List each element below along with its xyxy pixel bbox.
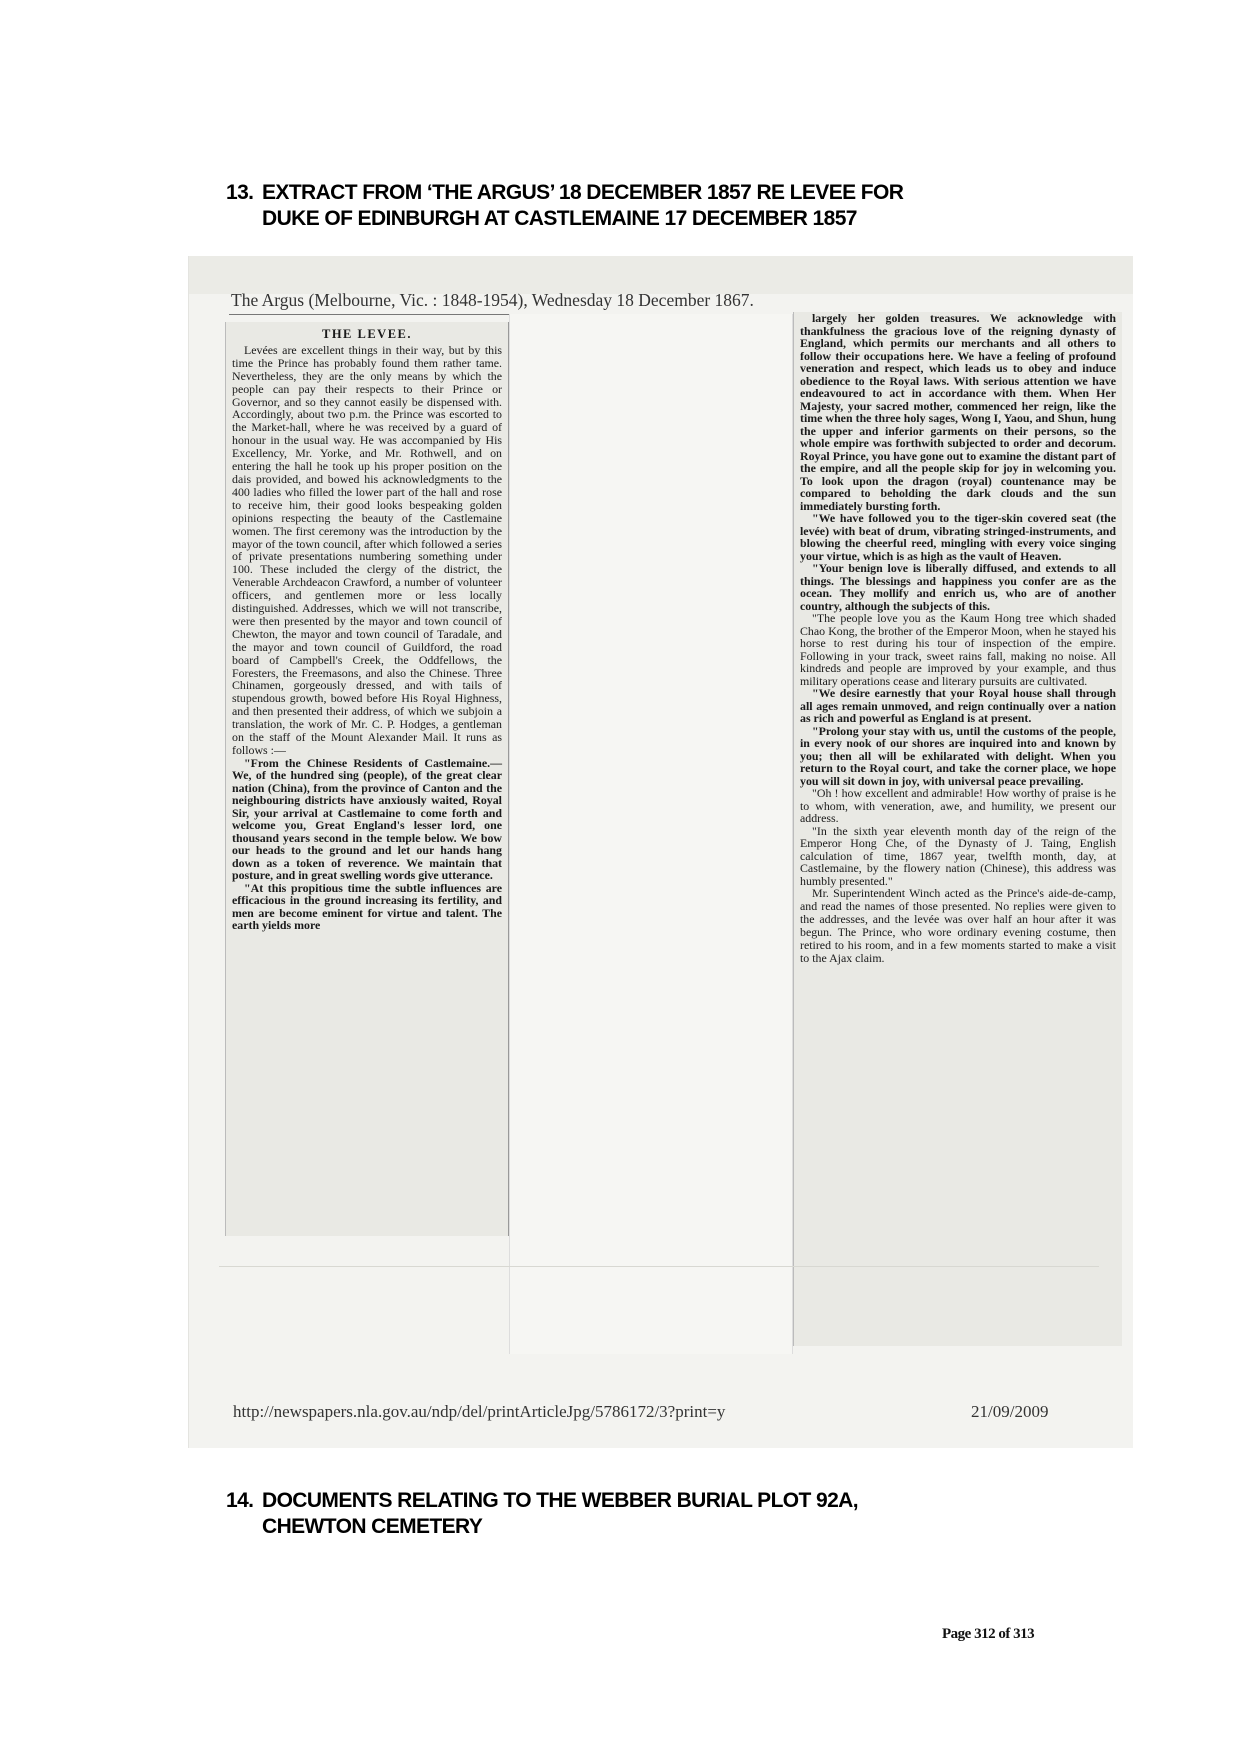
article-paragraph: "Prolong your stay with us, until the customs of the people, in every nook of our shores are inquired into and known by you; then all will be exhilarated with delight. When you return to the Royal court, and take the corner place, we hope you will sit down in joy, with universal peace prevailing. <box>800 723 1116 788</box>
clipping-left-column <box>225 322 509 1236</box>
scan-top-strip <box>189 256 1133 294</box>
section-14-title-line2: CHEWTON CEMETERY <box>262 1515 483 1538</box>
section-13-title-line2: DUKE OF EDINBURGH AT CASTLEMAINE 17 DECEMBER 1857 <box>262 207 857 230</box>
article-paragraph: "We desire earnestly that your Royal house shall through all ages remain unmoved, and reign continually over a nation as rich and powerful as England is at present. <box>800 686 1116 725</box>
article-title: THE LEVEE. <box>321 327 413 341</box>
article-paragraph: "In the sixth year eleventh month day of the reign of the Emperor Hong Che, of the Dynasty of J. Taing, English calculation of time, 1867 year, twelfth month, day, at Castlemaine, by the flowery nation (Chinese), this address was humbly presented." <box>800 823 1116 888</box>
article-paragraph: "We have followed you to the tiger-skin covered seat (the levée) with beat of drum, vibrating stringed-instruments, and blowing the cheerful reed, mingling with every voice singing your virtue, which is as high as the vault of Heaven. <box>800 511 1116 563</box>
article-paragraph: Levées are excellent things in their way, but by this time the Prince has probably found them rather tame. Nevertheless, they are the only means by which the people can pay their respects to their Prince or Governor, and so they cannot easily be dispensed with. Accordingly, about two p.m. the Prince was escorted to the Market-hall, where he was received by a guard of honour in the usual way. He was accompanied by His Excellency, Mr. Yorke, and Mr. Rothwell, and on entering the hall he took up his proper position on the dais provided, and bowed his acknowledgments to the 400 ladies who filled the lower part of the hall and rose to receive him, their good looks bespeaking golden opinions respecting the beauty of the Castlemaine women. The first ceremony was the introduction by the mayor of the town council, after which followed a series of private presentations numbering something under 100. These included the clergy of the district, the Venerable Archdeacon Crawford, a number of volunteer officers, and gentlemen more or less locally distinguished. Addresses, which we will not transcribe, were then presented by the mayor and town council of Chewton, the mayor and town council of Taradale, and the mayor and town council of Guildford, the road board of Campbell's Creek, the Oddfellows, the Foresters, the Freemasons, and also the Chinese. Three Chinamen, gorgeously dressed, and with tails of stupendous growth, bowed before His Royal Highness, and then presented their address, of which we subjoin a translation, the work of Mr. C. P. Hodges, a gentleman on the staff of the Mount Alexander Mail. It runs as follows :— <box>232 342 502 757</box>
clipping-print-date: 21/09/2009 <box>971 1402 1049 1421</box>
article-paragraph: "The people love you as the Kaum Hong tree which shaded Chao Kong, the brother of the Emperor Moon, when he stayed his horse to rest during his tour of inspection of the empire. Following in your track, sweet rains fall, making no noise. All kindreds and people are improved by your example, and thus military operations cease and literary pursuits are cultivated. <box>800 611 1116 688</box>
article-paragraph: Mr. Superintendent Winch acted as the Prince's aide-de-camp, and read the names of those presented. No replies were given to the addresses, and the levée was over half an hour after it was begun. The Prince, who wore ordinary evening costume, then retired to his room, and in a few moments started to make a visit to the Ajax claim. <box>800 886 1116 965</box>
clipping-header: The Argus (Melbourne, Vic. : 1848-1954), Wednesday 18 December 1867. <box>231 290 754 310</box>
article-paragraph: "Your benign love is liberally diffused, and extends to all things. The blessings and happiness you confer are as the ocean. They mollify and enrich us, who are of another country, although the subjects of this. <box>800 561 1116 613</box>
clipping-source-url: http://newspapers.nla.gov.au/ndp/del/printArticleJpg/5786172/3?print=y <box>233 1402 726 1421</box>
article-paragraph: largely her golden treasures. We acknowledge with thankfulness the gracious love of the reigning dynasty of England, which permits our merchants and all others to follow their occupations here. We have a feeling of profound veneration and respect, which leads us to obey and induce obedience to the Royal laws. With serious attention we have endeavoured to act in accordance with them. When Her Majesty, your sacred mother, commenced her reign, like the time when the three holy sages, Wong I, Yaou, and Shun, hung the upper and inferior garments on their persons, so the whole empire was forthwith subjected to order and decorum. Royal Prince, you have gone out to examine the distant part of the empire, and all the people skip for joy in welcoming you. To look upon the dragon (royal) countenance may be compared to beholding the dark clouds and the sun immediately bursting forth. <box>800 312 1116 513</box>
page-number: Page 312 of 313 <box>942 1626 1035 1642</box>
section-14-title-line1: DOCUMENTS RELATING TO THE WEBBER BURIAL PLOT 92A, <box>262 1489 858 1512</box>
article-paragraph: "Oh ! how excellent and admirable! How worthy of praise is he to whom, with veneration, awe, and humility, we present our address. <box>800 786 1116 825</box>
scan-fold-line <box>219 1266 1099 1267</box>
article-paragraph: "At this propitious time the subtle influences are efficacious in the ground increasing its fertility, and men are become eminent for virtue and talent. The earth yields more <box>232 880 502 933</box>
clipping-right-column <box>793 312 1122 1346</box>
section-14-number: 14. <box>226 1489 254 1512</box>
section-13-title-line1: EXTRACT FROM ‘THE ARGUS’ 18 DECEMBER 1857 RE LEVEE FOR <box>262 181 904 204</box>
article-paragraph: "From the Chinese Residents of Castlemaine.—We, of the hundred sing (people), of the great clear nation (China), from the province of Canton and the neighbouring districts have anxiously waited, Royal Sir, your arrival at Castlemaine to come forth and welcome you, Great England's lesser lord, one thousand years second in the temple below. We bow our heads to the ground and let our hands hang down as a token of reverence. We maintain that posture, and in great swelling words give utterance. <box>232 755 502 883</box>
section-14-heading <box>226 1488 1026 1540</box>
newspaper-clipping-scan <box>188 256 1133 1448</box>
section-13-number: 13. <box>226 181 254 204</box>
section-13-heading <box>226 180 1026 232</box>
clipping-blank-fold <box>509 314 793 1354</box>
